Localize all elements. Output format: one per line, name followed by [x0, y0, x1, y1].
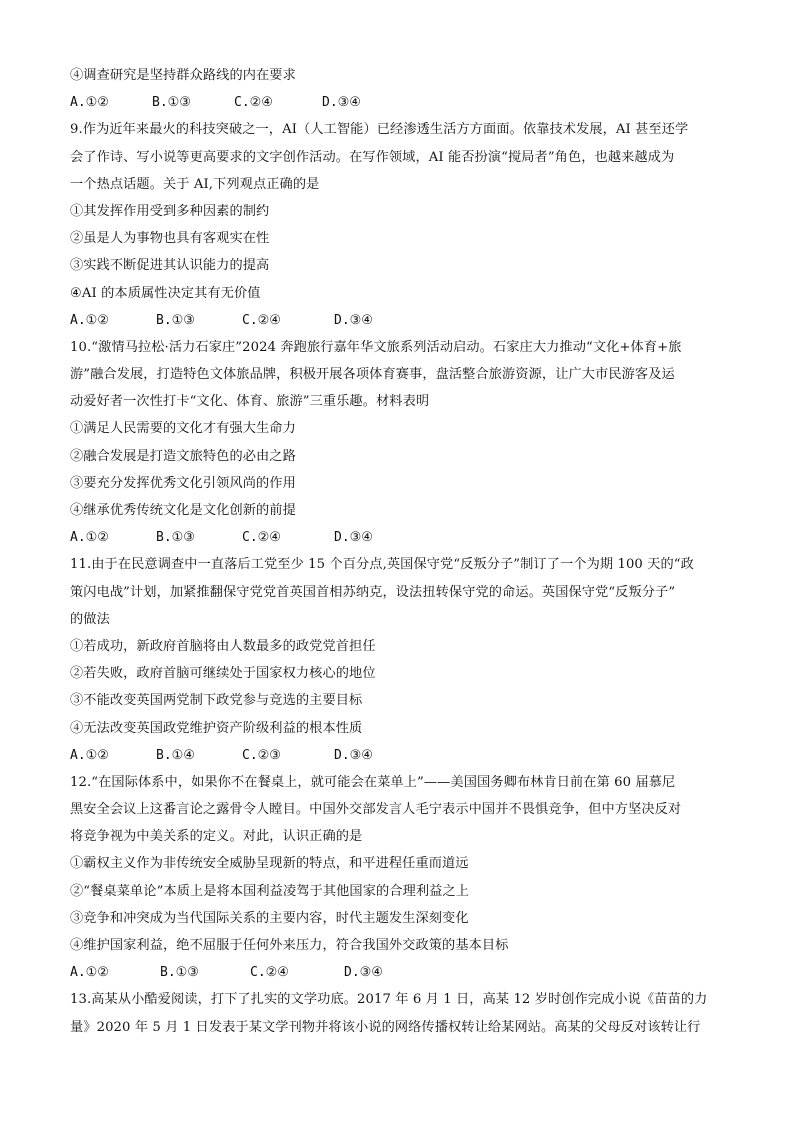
question-stem: 一个热点话题。关于 AI,下列观点正确的是 — [70, 176, 320, 192]
statement: ③竞争和冲突成为当代国际关系的主要内容，时代主题发生深刻变化 — [70, 910, 469, 926]
statement: ③要充分发挥优秀文化引领风尚的作用 — [70, 475, 296, 491]
question-stem: 12.“在国际体系中，如果你不在餐桌上，就可能会在菜单上”——美国国务卿布林肯日前在第 60 届慕尼 — [70, 774, 676, 790]
question-stem: 将竞争视为中美关系的定义。对此，认识正确的是 — [70, 829, 363, 845]
question-stem: 会了作诗、写小说等更高要求的文字创作活动。在写作领域，AI 能否扮演“搅局者”角色，也越来越成为 — [70, 149, 675, 165]
statement: ④无法改变英国政党维护资产阶级利益的根本性质 — [70, 720, 363, 736]
option-b: B.①③ — [156, 312, 195, 328]
option-c: C.②④ — [242, 530, 281, 546]
answer-options — [70, 307, 730, 334]
option-a: A.①② — [70, 530, 109, 546]
statement: ②融合发展是打造文旅特色的必由之路 — [70, 448, 296, 464]
question-8-tail — [70, 62, 730, 116]
option-d: D.③④ — [334, 312, 373, 328]
answer-options — [70, 524, 730, 551]
question-stem: 策闪电战”计划，加紧推翻保守党党首英国首相苏纳克，设法扭转保守党的命运。英国保守党“反叛分子” — [70, 584, 676, 600]
option-d: D.③④ — [322, 95, 361, 111]
answer-options — [70, 959, 730, 986]
question-stem: 游”融合发展，打造特色文体旅品牌，积极开展各项体育赛事，盘活整合旅游资源，让广大市民游客及运 — [70, 367, 675, 383]
statement: ④维护国家利益，绝不屈服于任何外来压力，符合我国外交政策的基本目标 — [70, 938, 509, 953]
option-b: B.①④ — [156, 747, 195, 763]
statement: ②若失败，政府首脑可继续处于国家权力核心的地位 — [70, 666, 376, 682]
statement: ③不能改变英国两党制下政党参与竞选的主要目标 — [70, 693, 363, 709]
question-stem: 黑安全会议上这番言论之露骨令人瞠目。中国外交部发言人毛宁表示中国并不畏惧竞争，但中方坚决反对 — [70, 802, 682, 818]
option-c: C.②④ — [234, 95, 273, 111]
option-d: D.③④ — [334, 747, 373, 763]
question-9 — [70, 116, 730, 334]
option-a: A.①② — [70, 965, 109, 981]
question-11 — [70, 551, 730, 769]
statement: ②“餐桌菜单论”本质上是将本国利益凌驾于其他国家的合理利益之上 — [70, 883, 470, 899]
question-13 — [70, 986, 730, 1040]
answer-options — [70, 742, 730, 769]
statement: ①霸权主义作为非传统安全威胁呈现新的特点，和平进程任重而道远 — [70, 856, 469, 872]
option-a: A.①② — [70, 312, 109, 328]
question-12 — [70, 769, 730, 987]
question-stem: 量》2020 年 5 月 1 日发表于某文学刊物并将该小说的网络传播权转让给某网站。高某的父母反对该转让行 — [70, 1019, 701, 1035]
question-stem: 动爱好者一次性打卡“文化、体育、旅游”三重乐趣。材料表明 — [70, 394, 430, 410]
option-c: C.②④ — [250, 965, 289, 981]
question-10 — [70, 334, 730, 552]
statement: ④调查研究是坚持群众路线的内在要求 — [70, 68, 296, 83]
question-stem: 11.由于在民意调查中一直落后工党至少 15 个百分点,英国保守党“反叛分子”制订了一个为期 100 天的“政 — [70, 557, 694, 573]
statement: ①若成功，新政府首脑将由人数最多的政党党首担任 — [70, 638, 376, 654]
statement: ③实践不断促进其认识能力的提高 — [70, 258, 270, 274]
statement: ④继承优秀传统文化是文化创新的前提 — [70, 503, 296, 518]
statement: ④AI 的本质属性决定其有无价值 — [70, 285, 261, 301]
option-d: D.③④ — [344, 965, 383, 981]
option-b: B.①③ — [156, 530, 195, 546]
question-stem: 9.作为近年来最火的科技突破之一，AI（人工智能）已经渗透生活方方面面。依靠技术发展，AI 甚至还学 — [70, 122, 689, 138]
question-stem: 10.“激情马拉松·活力石家庄”2024 奔跑旅行嘉年华文旅系列活动启动。石家庄大力推动“文化+体育+旅 — [70, 339, 682, 355]
option-c: C.②④ — [242, 312, 281, 328]
option-b: B.①③ — [160, 965, 199, 981]
statement: ②虽是人为事物也具有客观实在性 — [70, 231, 270, 247]
option-a: A.①② — [70, 747, 109, 763]
statement: ①其发挥作用受到多种因素的制约 — [70, 203, 270, 219]
option-c: C.②③ — [242, 747, 281, 763]
option-d: D.③④ — [334, 530, 373, 546]
statement: ①满足人民需要的文化才有强大生命力 — [70, 421, 296, 437]
option-a: A.①② — [70, 95, 109, 111]
answer-options — [70, 89, 730, 116]
question-stem: 13.高某从小酷爱阅读，打下了扎实的文学功底。2017 年 6 月 1 日，高某 12 岁时创作完成小说《苗苗的力 — [70, 992, 708, 1008]
exam-page — [70, 62, 730, 1041]
option-b: B.①③ — [152, 95, 191, 111]
question-stem: 的做法 — [70, 611, 110, 627]
